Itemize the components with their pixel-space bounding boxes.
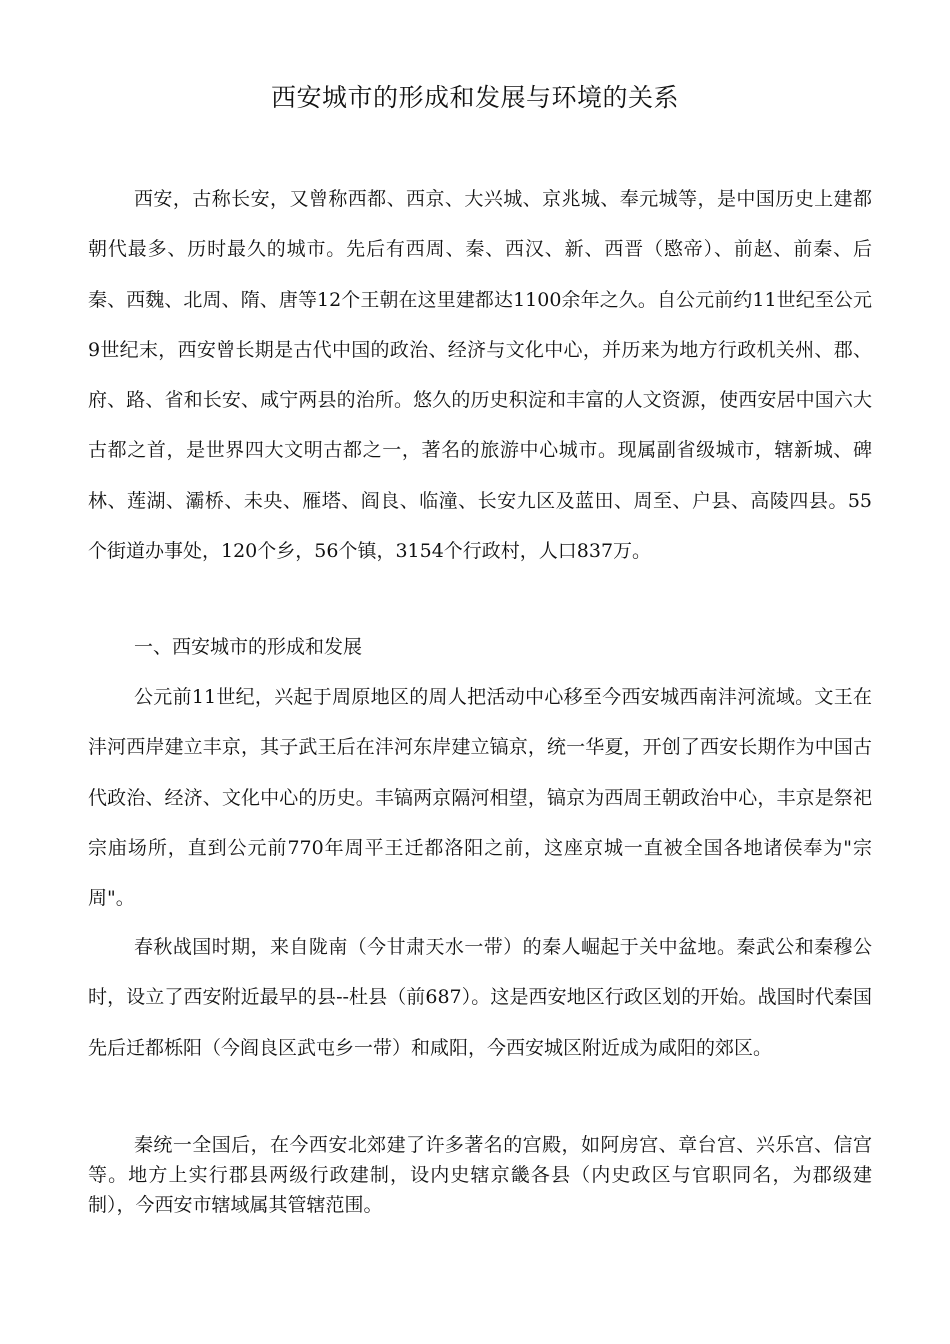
section-paragraph-3: 秦统一全国后，在今西安北郊建了许多著名的宫殿，如阿房宫、章台宫、兴乐宫、信宫等。地方上实行郡县两级行政建制，设内史辖京畿各县（内史政区与官职同名，为郡级建制），今西安市辖域属其管辖范围。: [88, 1134, 872, 1216]
section-paragraph-1: 公元前11世纪，兴起于周原地区的周人把活动中心移至今西安城西南沣河流域。文王在沣河西岸建立丰京，其子武王后在沣河东岸建立镐京，统一华夏，开创了西安长期作为中国古代政治、经济、文化中心的历史。丰镐两京隔河相望，镐京为西周王朝政治中心，丰京是祭祀宗庙场所，直到公元前770年周平王迁都洛阳之前，这座京城一直被全国各地诸侯奉为"宗周"。: [88, 686, 872, 910]
intro-paragraph: 西安，古称长安，又曾称西都、西京、大兴城、京兆城、奉元城等，是中国历史上建都朝代最多、历时最久的城市。先后有西周、秦、西汉、新、西晋（愍帝）、前赵、前秦、后秦、西魏、北周、隋、唐等12个王朝在这里建都达1100余年之久。自公元前约11世纪至公元9世纪末，西安曾长期是古代中国的政治、经济与文化中心，并历来为地方行政机关州、郡、府、路、省和长安、咸宁两县的治所。悠久的历史积淀和丰富的人文资源，使西安居中国六大古都之首，是世界四大文明古都之一，著名的旅游中心城市。现属副省级城市，辖新城、碑林、莲湖、灞桥、未央、雁塔、阎良、临潼、长安九区及蓝田、周至、户县、高陵四县。55个街道办事处，120个乡，56个镇，3154个行政村，人口837万。: [88, 188, 872, 563]
document-title: 西安城市的形成和发展与环境的关系: [270, 83, 679, 112]
section-paragraph-2: 春秋战国时期，来自陇南（今甘肃天水一带）的秦人崛起于关中盆地。秦武公和秦穆公时，设立了西安附近最早的县--杜县（前687）。这是西安地区行政区划的开始。战国时代秦国先后迁都栎阳（今阎良区武屯乡一带）和咸阳，今西安城区附近成为咸阳的郊区。: [88, 936, 872, 1059]
section-heading: 一、西安城市的形成和发展: [134, 636, 363, 658]
